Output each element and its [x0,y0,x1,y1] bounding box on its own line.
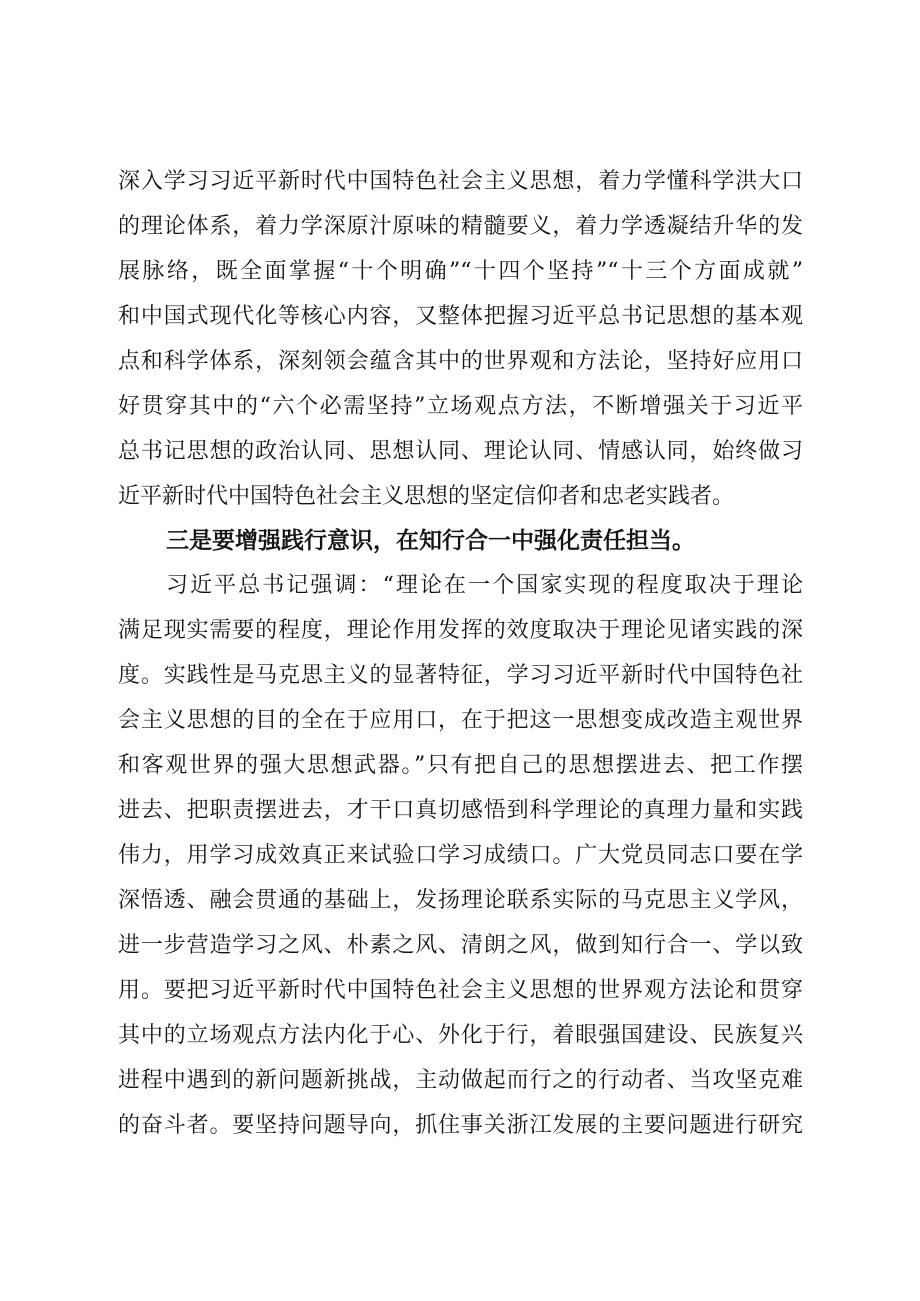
paragraph1-line: 总书记思想的政治认同、思想认同、理论认同、情感认同，始终做习 [118,439,803,464]
paragraph1-line: 的理论体系，着力学深原汁原味的精髓要义，着力学透凝结升华的发 [118,214,803,239]
paragraph2-line: 深悟透、融会贯通的基础上，发扬理论联系实际的马克思主义学风， [118,888,803,913]
paragraph1-line: 和中国式现代化等核心内容，又整体把握习近平总书记思想的基本观 [118,304,803,329]
paragraph2-line: 进去、把职责摆进去，才干口真切感悟到科学理论的真理力量和实践 [118,798,803,823]
paragraph1-line: 好贯穿其中的“六个必需坚持”立场观点方法，不断增强关于习近平 [118,394,803,419]
section-heading: 三是要增强践行意识，在知行合一中强化责任担当。 [166,528,695,554]
paragraph1-line: 展脉络，既全面掌握“十个明确”“十四个坚持”“十三个方面成就” [118,259,803,284]
paragraph2-line: 的奋斗者。要坚持问题导向，抓住事关浙江发展的主要问题进行研究 [118,1113,803,1138]
paragraph2-line: 和客观世界的强大思想武器。”只有把自己的思想摆进去、把工作摆 [118,753,803,778]
paragraph2-line: 进程中遇到的新问题新挑战，主动做起而行之的行动者、当攻坚克难 [118,1068,803,1093]
paragraph1-line: 深入学习习近平新时代中国特色社会主义思想，着力学懂科学洪大口 [118,169,803,194]
paragraph2-line: 进一步营造学习之风、朴素之风、清朗之风，做到知行合一、学以致 [118,933,803,958]
paragraph1-line: 点和科学体系，深刻领会蕴含其中的世界观和方法论，坚持好应用口 [118,349,803,374]
paragraph2-line: 习近平总书记强调：“理论在一个国家实现的程度取决于理论 [166,573,803,598]
paragraph2-line: 用。要把习近平新时代中国特色社会主义思想的世界观方法论和贯穿 [118,978,803,1003]
paragraph2-line: 满足现实需要的程度，理论作用发挥的效度取决于理论见诸实践的深 [118,618,803,643]
paragraph1-line: 近平新时代中国特色社会主义思想的坚定信仰者和忠老实践者。 [118,484,735,509]
paragraph2-line: 度。实践性是马克思主义的显著特征，学习习近平新时代中国特色社 [118,663,803,688]
paragraph2-line: 伟力，用学习成效真正来试验口学习成绩口。广大党员同志口要在学 [118,843,803,868]
paragraph2-line: 会主义思想的目的全在于应用口，在于把这一思想变成改造主观世界 [118,708,803,733]
paragraph2-line: 其中的立场观点方法内化于心、外化于行，着眼强国建设、民族复兴 [118,1023,803,1048]
